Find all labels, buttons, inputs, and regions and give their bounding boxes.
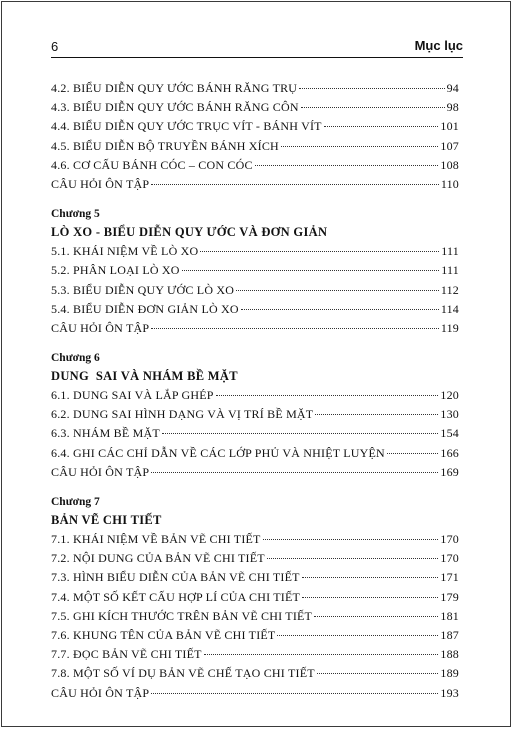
dot-leader xyxy=(263,539,439,540)
dot-leader xyxy=(151,472,438,473)
page-number: 6 xyxy=(51,39,59,54)
toc-entry-title: CÂU HỎI ÔN TẬP xyxy=(51,685,150,700)
table-of-contents xyxy=(51,79,459,703)
toc-entry-page: 170 xyxy=(440,551,459,566)
toc-entry[interactable] xyxy=(51,684,459,703)
toc-entry[interactable] xyxy=(51,261,459,280)
toc-entry-title: 6.4. GHI CÁC CHỈ DẪN VỀ CÁC LỚP PHỦ VÀ NHIỆT LUYỆN xyxy=(51,445,385,460)
toc-entry-page: 189 xyxy=(440,666,459,681)
toc-entry-title: 7.3. HÌNH BIỂU DIỄN CỦA BẢN VẼ CHI TIẾT xyxy=(51,570,300,585)
toc-entry[interactable] xyxy=(51,530,459,549)
dot-leader xyxy=(315,414,438,415)
dot-leader xyxy=(324,126,439,127)
dot-leader xyxy=(182,270,440,271)
dot-leader xyxy=(236,290,439,291)
toc-entry-title: 7.2. NỘI DUNG CỦA BẢN VẼ CHI TIẾT xyxy=(51,551,265,566)
dot-leader xyxy=(302,597,438,598)
toc-entry[interactable] xyxy=(51,300,459,319)
toc-entry[interactable] xyxy=(51,319,459,338)
chapter-6 xyxy=(51,349,459,482)
toc-entry[interactable] xyxy=(51,463,459,482)
chapter-label: Chương 6 xyxy=(51,352,100,365)
chapter-title: BẢN VẼ CHI TIẾT xyxy=(51,513,162,527)
toc-entry-title: 4.5. BIỂU DIỄN BỘ TRUYỀN BÁNH XÍCH xyxy=(51,138,279,153)
toc-entry-page: 154 xyxy=(440,426,459,441)
dot-leader xyxy=(387,453,438,454)
toc-entry-title: 5.1. KHÁI NIỆM VỀ LÒ XO xyxy=(51,244,199,259)
toc-entry-page: 108 xyxy=(440,157,459,172)
dot-leader xyxy=(151,184,439,185)
toc-entry[interactable] xyxy=(51,645,459,664)
chapter-5 xyxy=(51,205,459,338)
toc-entry[interactable] xyxy=(51,626,459,645)
toc-entry-page: 107 xyxy=(440,138,459,153)
toc-entry-title: 7.5. GHI KÍCH THƯỚC TRÊN BẢN VẼ CHI TIẾT xyxy=(51,608,313,623)
toc-entry-title: 4.6. CƠ CẤU BÁNH CÓC – CON CÓC xyxy=(51,157,253,172)
toc-entry-page: 98 xyxy=(446,100,459,115)
dot-leader xyxy=(302,577,439,578)
toc-entry-page: 119 xyxy=(440,320,459,335)
toc-entry[interactable] xyxy=(51,175,459,194)
toc-entry-page: 169 xyxy=(440,464,459,479)
dot-leader xyxy=(301,107,445,108)
toc-entry[interactable] xyxy=(51,281,459,300)
dot-leader xyxy=(151,693,438,694)
toc-entry-title: 7.8. MỘT SỐ VÍ DỤ BẢN VẼ CHẾ TẠO CHI TIẾT xyxy=(51,666,315,681)
toc-entry[interactable] xyxy=(51,386,459,405)
dot-leader xyxy=(200,251,439,252)
toc-entry-page: 171 xyxy=(440,570,459,585)
toc-entry[interactable] xyxy=(51,664,459,683)
dot-leader xyxy=(281,146,438,147)
toc-entry-page: 130 xyxy=(440,407,459,422)
toc-entry-title: 7.4. MỘT SỐ KẾT CẤU HỢP LÍ CỦA CHI TIẾT xyxy=(51,589,301,604)
toc-entry-page: 110 xyxy=(440,176,459,191)
dot-leader xyxy=(267,558,439,559)
toc-entry[interactable] xyxy=(51,98,459,117)
chapter-title: LÒ XO - BIỂU DIỄN QUY ƯỚC VÀ ĐƠN GIẢN xyxy=(51,225,328,240)
toc-entry-title: 4.2. BIỂU DIỄN QUY ƯỚC BÁNH RĂNG TRỤ xyxy=(51,81,298,95)
toc-entry-page: 101 xyxy=(440,119,459,134)
toc-entry-page: 188 xyxy=(440,647,459,662)
toc-entry[interactable] xyxy=(51,549,459,568)
chapter-title: DUNG SAI VÀ NHÁM BỀ MẶT xyxy=(51,369,238,384)
toc-entry-page: 181 xyxy=(440,608,459,623)
toc-entry-page: 112 xyxy=(440,282,459,297)
toc-entry[interactable] xyxy=(51,444,459,463)
dot-leader xyxy=(277,635,438,636)
toc-entry-title: CÂU HỎI ÔN TẬP xyxy=(51,320,150,335)
toc-entry-page: 170 xyxy=(440,532,459,546)
dot-leader xyxy=(204,654,439,655)
toc-entry-page: 193 xyxy=(440,685,459,700)
toc-entry-title: 7.6. KHUNG TÊN CỦA BẢN VẼ CHI TIẾT xyxy=(51,627,276,642)
chapter-4-tail xyxy=(51,79,459,194)
section-title: Mục lục xyxy=(414,38,463,53)
toc-entry-title: 6.1. DUNG SAI VÀ LẮP GHÉP xyxy=(51,388,214,403)
toc-entry-title: 7.7. ĐỌC BẢN VẼ CHI TIẾT xyxy=(51,647,202,662)
dot-leader xyxy=(255,165,439,166)
toc-entry-page: 187 xyxy=(440,627,459,642)
toc-entry-page: 114 xyxy=(440,301,459,316)
toc-entry-title: 6.3. NHÁM BỀ MẶT xyxy=(51,426,160,441)
chapter-label: Chương 7 xyxy=(51,496,100,508)
toc-entry[interactable] xyxy=(51,242,459,261)
toc-entry-page: 120 xyxy=(440,388,459,403)
toc-entry[interactable] xyxy=(51,117,459,136)
toc-entry-title: 4.3. BIỂU DIỄN QUY ƯỚC BÁNH RĂNG CÔN xyxy=(51,100,299,115)
dot-leader xyxy=(241,309,439,310)
dot-leader xyxy=(162,433,439,434)
toc-entry-page: 179 xyxy=(440,589,459,604)
toc-entry[interactable] xyxy=(51,137,459,156)
toc-entry-page: 111 xyxy=(441,263,459,278)
toc-entry-title: CÂU HỎI ÔN TẬP xyxy=(51,464,150,479)
dot-leader xyxy=(216,395,439,396)
toc-entry[interactable] xyxy=(51,405,459,424)
toc-entry[interactable] xyxy=(51,79,459,98)
dot-leader xyxy=(314,616,438,617)
toc-entry[interactable] xyxy=(51,424,459,443)
dot-leader xyxy=(151,328,439,329)
toc-entry[interactable] xyxy=(51,156,459,175)
toc-entry-page: 166 xyxy=(440,445,459,460)
dot-leader xyxy=(317,673,439,674)
chapter-label: Chương 5 xyxy=(51,208,100,221)
toc-entry-title: CÂU HỎI ÔN TẬP xyxy=(51,176,150,191)
toc-entry-title: 5.4. BIỂU DIỄN ĐƠN GIẢN LÒ XO xyxy=(51,301,239,316)
toc-entry-title: 5.3. BIỂU DIỄN QUY ƯỚC LÒ XO xyxy=(51,282,235,297)
toc-entry[interactable] xyxy=(51,607,459,626)
toc-entry-title: 4.4. BIỂU DIỄN QUY ƯỚC TRỤC VÍT - BÁNH VÍT xyxy=(51,119,322,134)
toc-entry-page: 111 xyxy=(441,244,459,259)
running-header xyxy=(51,38,463,58)
dot-leader xyxy=(299,88,444,89)
toc-entry-page: 94 xyxy=(446,81,459,95)
toc-entry[interactable] xyxy=(51,588,459,607)
toc-entry-title: 7.1. KHÁI NIỆM VỀ BẢN VẼ CHI TIẾT xyxy=(51,532,261,546)
toc-entry[interactable] xyxy=(51,568,459,587)
toc-entry-title: 5.2. PHÂN LOẠI LÒ XO xyxy=(51,263,180,278)
chapter-7 xyxy=(51,493,459,703)
toc-entry-title: 6.2. DUNG SAI HÌNH DẠNG VÀ VỊ TRÍ BỀ MẶT xyxy=(51,407,314,422)
